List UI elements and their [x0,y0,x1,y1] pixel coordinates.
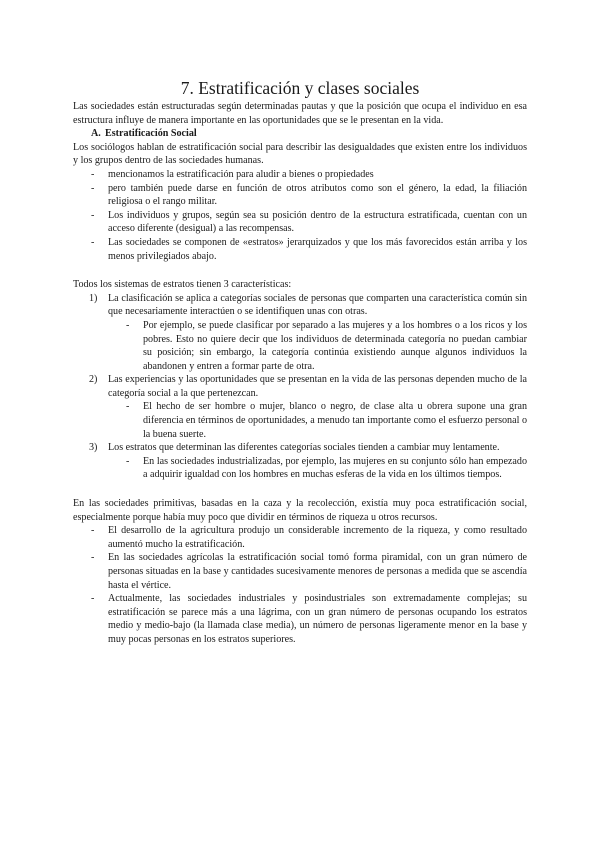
characteristics-intro: Todos los sistemas de estratos tienen 3 características: [73,279,292,291]
list-item-text: Las sociedades se componen de «estratos» jerarquizados y que los más favorecidos están arriba y los menos privilegiados abajo. [108,236,527,262]
list-item [73,182,527,209]
list-item-text: Actualmente, las sociedades industriales y posindustriales son extremadamente complejas; su estratificación se parece más a una lágrima, con un gran número de personas ocupando los estratos medio y medio-bajo (la llamada clase media), un número de personas ligeramente menor en la base y muy pocas personas en los estratos superiores. [108,593,527,645]
list-item [73,292,527,374]
list-item [73,236,527,263]
section-paragraph: Los sociólogos hablan de estratificación social para describir las desigualdades que existen entre los individuos y los grupos dentro de las sociedades humanas. [73,141,527,167]
list-item-text: En las sociedades agrícolas la estratificación social tomó forma piramidal, con un gran número de personas situadas en la base y cantidades sucesivamente menores de personas a medida que se ascendía hasta el vértice. [108,552,527,591]
list-item-text: Los estratos que determinan las diferentes categorías sociales tienden a cambiar muy lentamente. [108,442,500,454]
dash-marker: - [91,525,95,537]
list-item-text: mencionamos la estratificación para aludir a bienes o propiedades [108,168,374,180]
list-item [73,524,527,551]
dash-marker: - [91,209,95,221]
list-item-text: Las experiencias y las oportunidades que se presentan en la vida de las personas dependen mucho de la categoría social a la que pertenezcan. [108,374,527,399]
section-heading [91,127,527,141]
number-marker: 3) [89,442,98,454]
dash-marker: - [126,319,130,331]
number-marker: 1) [89,292,98,304]
dash-marker: - [91,593,95,605]
list-item [73,441,527,482]
sub-list-item [108,455,527,482]
number-marker: 2) [89,374,98,386]
sub-list-item-text: Por ejemplo, se puede clasificar por separado a las mujeres y a los hombres o a los ricos y los pobres. Esto no quiere decir que los individuos de determinada categoría no puedan cambiar su posición; sin embargo, la categoría continúa existiendo aunque algunos individuos la abandonen y entren a formar parte de otra. [143,319,527,372]
page-title: 7. Estratificación y clases sociales [180,78,420,98]
intro-paragraph: Las sociedades están estructuradas según determinadas pautas y que la posición que ocupa el individuo en esa estructura influye de manera importante en las oportunidades que se le presentan en la vida. [73,101,527,126]
sub-list [108,455,527,482]
section-letter: A. [91,128,101,140]
sub-list-item [108,319,527,373]
sub-list-item-text: El hecho de ser hombre o mujer, blanco o negro, de clase alta u obrera supone una gran diferencia en términos de oportunidades, a menudo tan importante como el esfuerzo personal o la buena suerte. [143,401,527,440]
list-item [73,373,527,441]
list-item-text: La clasificación se aplica a categorías sociales de personas que comparten una característica común sin que necesariamente interactúen o se identifiquen unas con otras. [108,292,527,318]
list-item [73,168,527,182]
dash-marker: - [91,182,95,194]
evolution-list [73,524,527,646]
list-item [73,551,527,592]
section-heading-text: Estratificación Social [105,128,197,140]
sub-list [108,400,527,441]
dash-marker: - [91,236,95,248]
primitive-paragraph: En las sociedades primitivas, basadas en la caza y la recolección, existía muy poca estratificación social, especialmente porque había muy poco que dividir en términos de riqueza u otros recursos. [73,498,527,523]
stratification-list [73,168,527,263]
document-body [73,78,527,647]
characteristics-list [73,292,527,482]
sub-list-item [108,400,527,441]
list-item-text: El desarrollo de la agricultura produjo un considerable incremento de la riqueza, y como resultado aumentó mucho la estratificación. [108,525,527,550]
list-item [73,592,527,646]
list-item-text: Los individuos y grupos, según sea su posición dentro de la estructura estratificada, cuentan con un acceso diferente (desigual) a las recompensas. [108,209,527,235]
list-item-text: pero también puede darse en función de otros atributos como son el género, la edad, la filiación religiosa o el rango militar. [108,182,527,208]
sub-list [108,319,527,373]
dash-marker: - [91,168,95,180]
list-item [73,209,527,236]
dash-marker: - [126,455,130,467]
sub-list-item-text: En las sociedades industrializadas, por ejemplo, las mujeres en su conjunto sólo han empezado a adquirir igualdad con los hombres en muchas esferas de la vida en los últimos tiempos. [143,455,527,481]
dash-marker: - [126,401,130,413]
dash-marker: - [91,552,95,564]
